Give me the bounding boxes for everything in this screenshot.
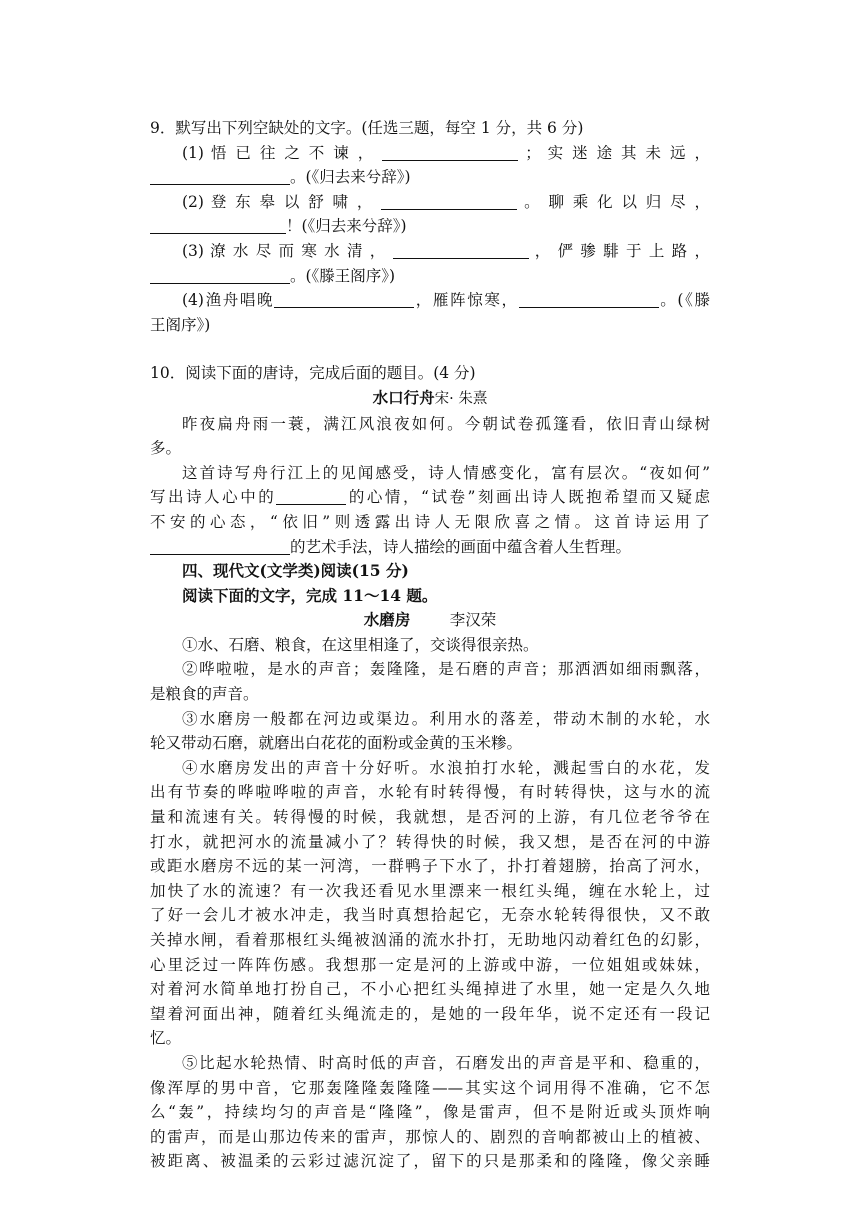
- q10-heading: 10．阅读下面的唐诗，完成后面的题目。(4 分): [150, 364, 476, 383]
- exam-page: [150, 116, 710, 1174]
- paragraph-4-line-2: 出有节奏的哗啦哗啦的声音，水轮有时转得慢，有时转得快，这与水的流: [150, 783, 710, 802]
- answer-blank[interactable]: [150, 168, 290, 185]
- q9-item3-line1: [150, 239, 710, 264]
- paragraph-4-line-1: ④水磨房发出的声音十分好听。水浪拍打水轮，溅起雪白的水花，发: [182, 758, 710, 777]
- paragraph-4-line-3: 量和流速有关。转得慢的时候，我就想，是否河的上游，有几位老爷爷在: [150, 808, 710, 827]
- q10-text-line-2: [150, 485, 710, 510]
- q9-item2-line1: [150, 190, 710, 215]
- paragraph-4-line-4: 打水，就把河水的流量减小了？转得快的时候，我又想，是否在河的中游: [150, 832, 710, 851]
- paragraph-2-line-2: 是粮食的声音。: [150, 685, 259, 704]
- q10-text-2a: 写出诗人心中的: [150, 488, 277, 507]
- paragraph-4-line-5: 或距水磨房不远的某一河湾，一群鸭子下水了，扑打着翅膀，抬高了河水，: [150, 857, 710, 876]
- q10-text-line-4: [150, 535, 710, 560]
- paragraph-4-line-10: 对着河水简单地打扮自己，不小心把红头绳掉进了水里，她一定是久久地: [150, 980, 710, 999]
- q9-item2-line2: [150, 214, 710, 239]
- answer-blank[interactable]: [382, 144, 518, 161]
- article-author: 李汉荣: [449, 611, 497, 630]
- paragraph-3-line-2: 轮又带动石磨，就磨出白花花的面粉或金黄的玉米糁。: [150, 734, 523, 753]
- poem-title-text: 水口行舟: [372, 387, 435, 407]
- q10-text-4b: 的艺术手法，诗人描绘的画面中蕴含着人生哲理。: [290, 537, 632, 556]
- paragraph-1: ①水、石磨、粮食，在这里相逢了，交谈得很亲热。: [182, 635, 539, 654]
- q9-item4-text-c: 。(《滕: [658, 291, 710, 310]
- q9-item1-text-a: (1) 悟 已 往 之 不 谏 ，: [182, 143, 376, 162]
- poem-line-2: 多。: [150, 439, 182, 458]
- q9-item1-line2: [150, 165, 710, 190]
- q10-text-line-3: 不安的心态，“依旧”则透露出诗人无限欣喜之情。这首诗运用了: [150, 512, 710, 531]
- section-4-instruction: 阅读下面的文字，完成 11～14 题。: [182, 585, 438, 605]
- q9-item4-text-b: ，雁阵惊寒，: [414, 291, 519, 310]
- q9-item3-line2: [150, 264, 710, 289]
- paragraph-5-line-5: 被距离、被温柔的云彩过滤沉淀了，留下的只是那柔和的隆隆，像父亲睡: [150, 1152, 710, 1171]
- paragraph-5-line-1: ⑤比起水轮热情、时高时低的声音，石磨发出的声音是平和、稳重的，: [182, 1053, 710, 1072]
- poem-title: [150, 386, 710, 412]
- article-title: 水磨房: [363, 610, 411, 630]
- paragraph-4-line-7: 了好一会儿才被水冲走，我当时真想拾起它，无奈水轮转得很快，又不敢: [150, 906, 710, 925]
- paragraph-4-line-12: 忆。: [150, 1029, 182, 1048]
- section-4-heading: 四、现代文(文学类)阅读(15 分): [182, 561, 409, 581]
- q9-item4-line2: 王阁序》): [150, 315, 211, 334]
- paragraph-4-line-8: 关掉水闸，看着那根红头绳被汹涌的流水扑打，无助地闪动着红色的幻影，: [150, 931, 710, 949]
- paragraph-4-line-11: 望着河面出神，随着红头绳流走的，是她的一段年华，说不定还有一段记: [150, 1004, 710, 1023]
- q9-item4-text-a: (4)渔舟唱晚: [182, 291, 275, 310]
- answer-blank[interactable]: [150, 538, 290, 555]
- answer-blank[interactable]: [393, 242, 529, 259]
- paragraph-3-line-1: ③水磨房一般都在河边或渠边。利用水的落差，带动木制的水轮，水: [182, 709, 710, 728]
- paragraph-5-line-4: 的雷声，而是山那边传来的雷声，那惊人的、剧烈的音响都被山上的植被、: [150, 1127, 710, 1146]
- poem-author: 宋· 朱熹: [434, 390, 488, 407]
- q9-item2-text-b: 。 聊 乘 化 以 归 尽 ，: [524, 192, 710, 211]
- article-title-line: [150, 608, 710, 633]
- q9-item3-text-a: (3) 潦 水 尽 而 寒 水 清 ，: [182, 241, 387, 260]
- answer-blank[interactable]: [150, 267, 290, 284]
- paragraph-4-line-9: 心里泛过一阵阵伤感。我想那一定是河的上游或中游，一位姐姐或妹妹，: [150, 955, 710, 974]
- paragraph-2-line-1: ②哗啦啦，是水的声音；轰隆隆，是石磨的声音；那洒洒如细雨飘落，: [182, 660, 710, 679]
- paragraph-4-line-6: 加快了水的流速？有一次我还看见水里漂来一根红头绳，缠在水轮上，过: [150, 881, 710, 900]
- paragraph-5-line-3: 么“轰”，持续均匀的声音是“隆隆”，像是雷声，但不是附近或头顶炸响: [150, 1103, 710, 1122]
- answer-blank[interactable]: [381, 193, 517, 210]
- q9-item4-line1: [150, 288, 710, 313]
- poem-line-1: 昨夜扁舟雨一蓑，满江风浪夜如何。今朝试卷孤篷看，依旧青山绿树: [182, 414, 710, 433]
- answer-blank[interactable]: [150, 217, 286, 234]
- q9-item3-source: 。(《滕王阁序》): [290, 266, 396, 285]
- q9-item2-source: ！(《归去来兮辞》): [286, 217, 407, 236]
- q9-item1-source: 。(《归去来兮辞》): [290, 168, 411, 187]
- q9-item3-text-b: ， 俨 骖 騑 于 上 路 ，: [534, 241, 710, 260]
- q9-item1-line1: [150, 141, 710, 166]
- answer-blank[interactable]: [519, 291, 659, 308]
- q10-text-line-1: 这首诗写舟行江上的见闻感受，诗人情感变化，富有层次。“夜如何”: [182, 463, 710, 482]
- q9-item2-text-a: (2) 登 东 皋 以 舒 啸 ，: [182, 192, 375, 211]
- q10-text-2b: 的心情，“试卷”刻画出诗人既抱希望而又疑虑: [346, 488, 710, 507]
- answer-blank[interactable]: [274, 291, 414, 308]
- answer-blank[interactable]: [276, 488, 346, 505]
- q9-item1-text-b: ； 实 迷 途 其 未 远 ，: [525, 143, 710, 162]
- q9-heading: 9．默写出下列空缺处的文字。(任选三题，每空 1 分，共 6 分): [150, 119, 584, 137]
- paragraph-5-line-2: 像浑厚的男中音，它那轰隆隆轰隆隆——其实这个词用得不准确，它不怎: [150, 1078, 710, 1097]
